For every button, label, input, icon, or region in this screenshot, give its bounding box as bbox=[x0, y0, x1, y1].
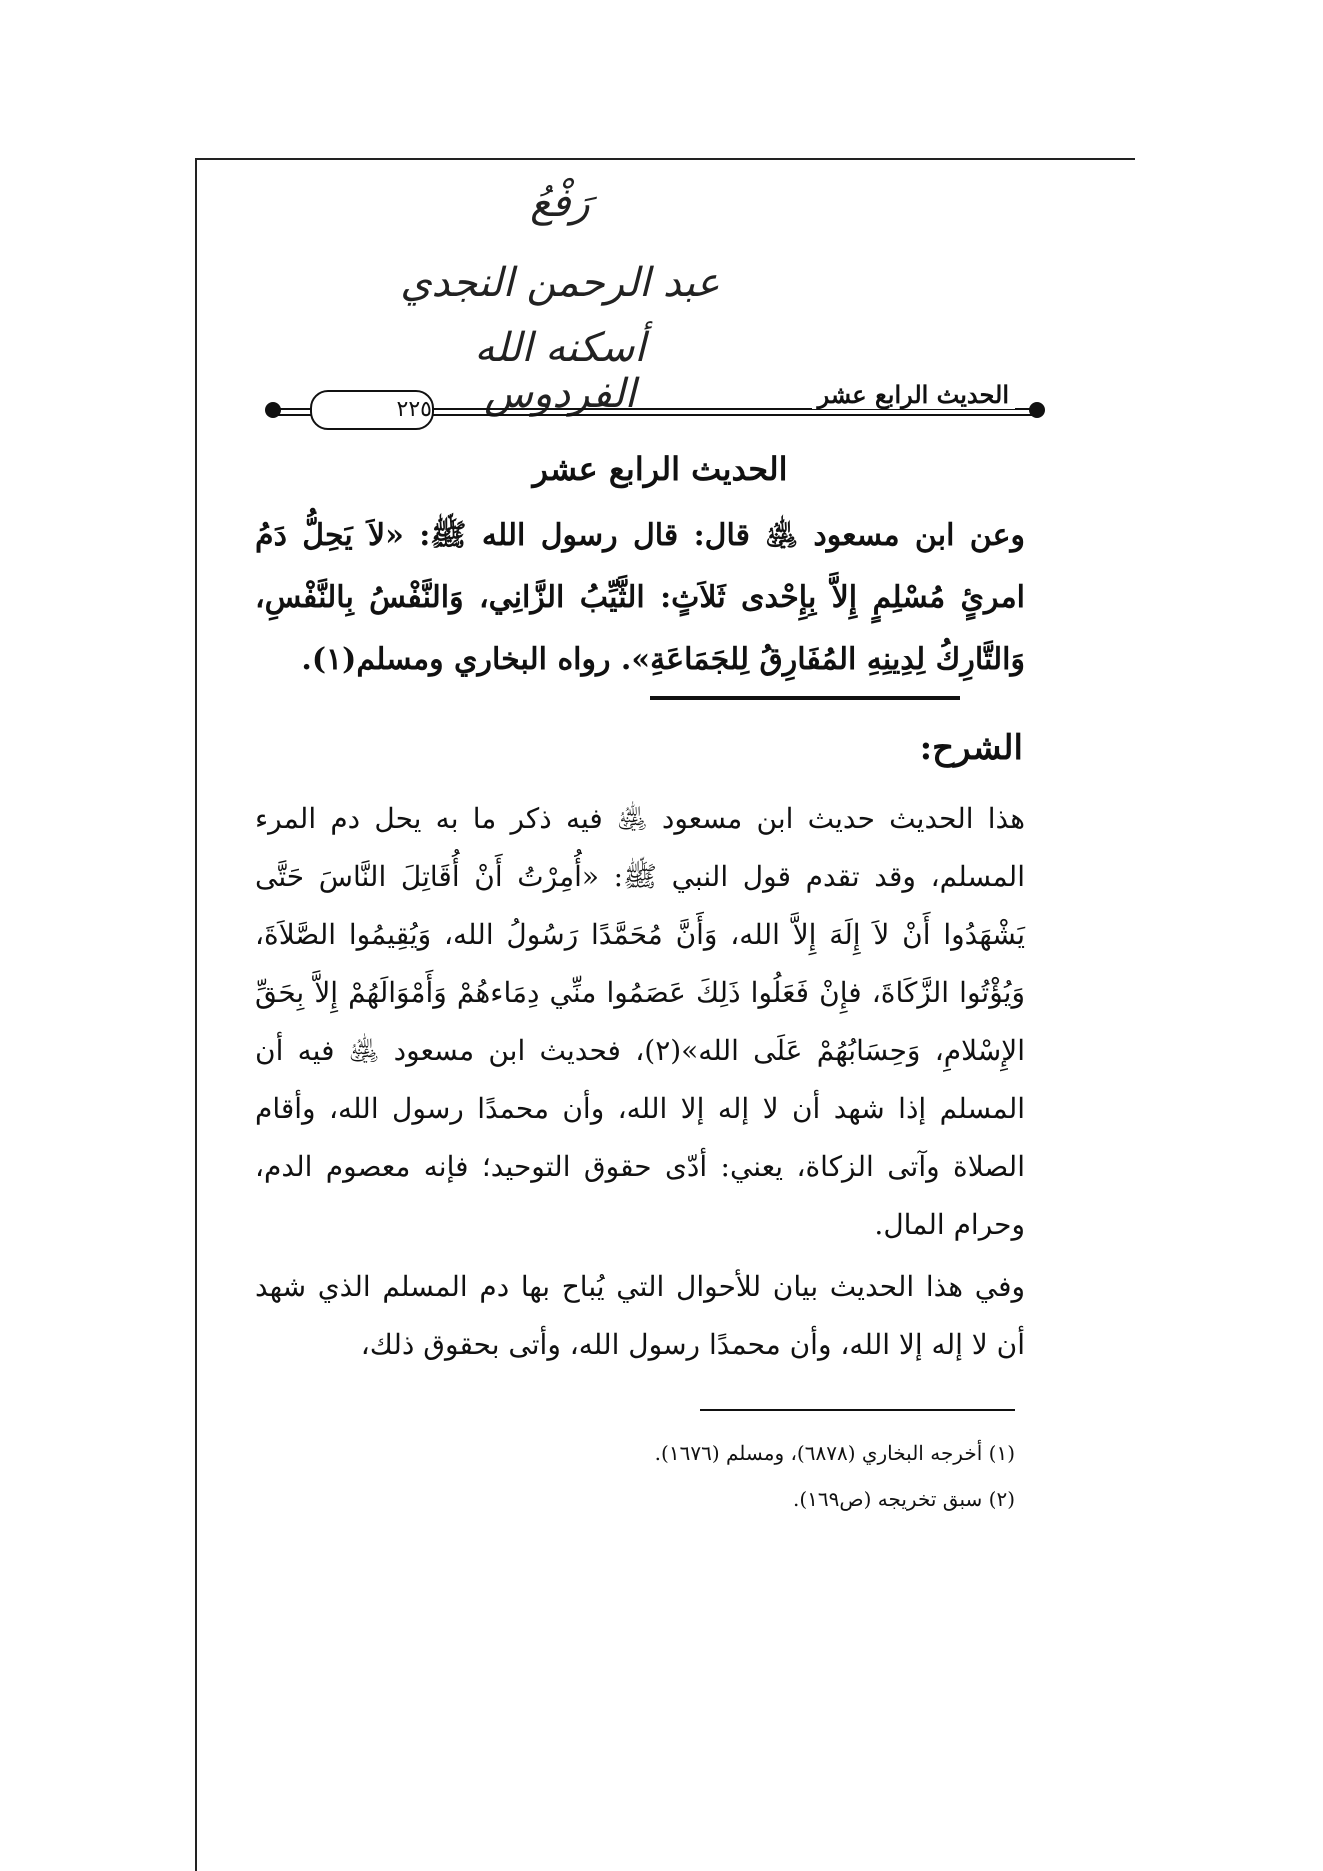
hadith-heading: الحديث الرابع عشر bbox=[532, 450, 788, 488]
footnote-1: (١) أخرجه البخاري (٦٨٧٨)، ومسلم (١٦٧٦). bbox=[654, 1441, 1015, 1465]
sharh-paragraph-1: هذا الحديث حديث ابن مسعود ﵁ فيه ذكر ما به يحل دم المرء المسلم، وقد تقدم قول النبي ﷺ: «أُمِرْتُ أَنْ أُقَاتِلَ النَّاسَ حَتَّى يَشْهَدُوا أَنْ لاَ إِلَهَ إِلاَّ الله، وَأَنَّ مُحَمَّدًا رَسُولُ الله، وَيُقِيمُوا الصَّلاَةَ، وَيُؤْتُوا الزَّكَاةَ، فإِنْ فَعَلُوا ذَلِكَ عَصَمُوا منِّي دِمَاءهُمْ وَأَمْوَالَهُمْ إِلاَّ بِحَقِّ الإِسْلامِ، وَحِسَابُهُمْ عَلَى الله»(٢)، فحديث ابن مسعود ﵁ فيه أن المسلم إذا شهد أن لا إله إلا الله، وأن محمدًا رسول الله، وأقام الصلاة وآتى الزكاة، يعني: أدّى حقوق التوحيد؛ فإنه معصوم الدم، وحرام المال. bbox=[255, 802, 1025, 1241]
page-frame-left bbox=[195, 158, 197, 1871]
section-divider bbox=[650, 696, 960, 700]
stamp-line: عبد الرحمن النجدي bbox=[400, 260, 720, 306]
sharh-heading: الشرح: bbox=[919, 728, 1023, 768]
running-title: الحديث الرابع عشر bbox=[812, 380, 1015, 409]
footnotes bbox=[600, 1430, 1015, 1522]
sharh-paragraph-2: وفي هذا الحديث بيان للأحوال التي يُباح بها دم المسلم الذي شهد أن لا إله إلا الله، وأن محمدًا رسول الله، وأتى بحقوق ذلك، bbox=[255, 1270, 1025, 1361]
footnote-separator bbox=[700, 1409, 1015, 1411]
page-number: ٢٢٥ bbox=[310, 390, 434, 430]
footnote-2: (٢) سبق تخريجه (ص١٦٩). bbox=[792, 1487, 1015, 1511]
stamp-line: أسكنه الله الفردوس bbox=[474, 325, 646, 417]
ornament-dot-icon bbox=[265, 402, 281, 418]
hadith-text: وعن ابن مسعود ﵁ قال: قال رسول الله ﷺ: «لاَ يَحِلُّ دَمُ امرئٍ مُسْلِمٍ إِلاَّ بِإِحْدى ثَلاَثٍ: الثَّيِّبُ الزَّانِي، وَالنَّفْسُ بِالنَّفْسِ، وَالتَّارِكُ لِدِينِهِ المُفَارِقُ لِلجَمَاعَةِ». رواه البخاري ومسلم(١). bbox=[255, 518, 1025, 677]
page-header bbox=[265, 380, 1045, 432]
page-frame-top bbox=[195, 158, 1135, 160]
ornament-dot-icon bbox=[1029, 402, 1045, 418]
stamp-line: رَفْعُ bbox=[530, 180, 590, 226]
